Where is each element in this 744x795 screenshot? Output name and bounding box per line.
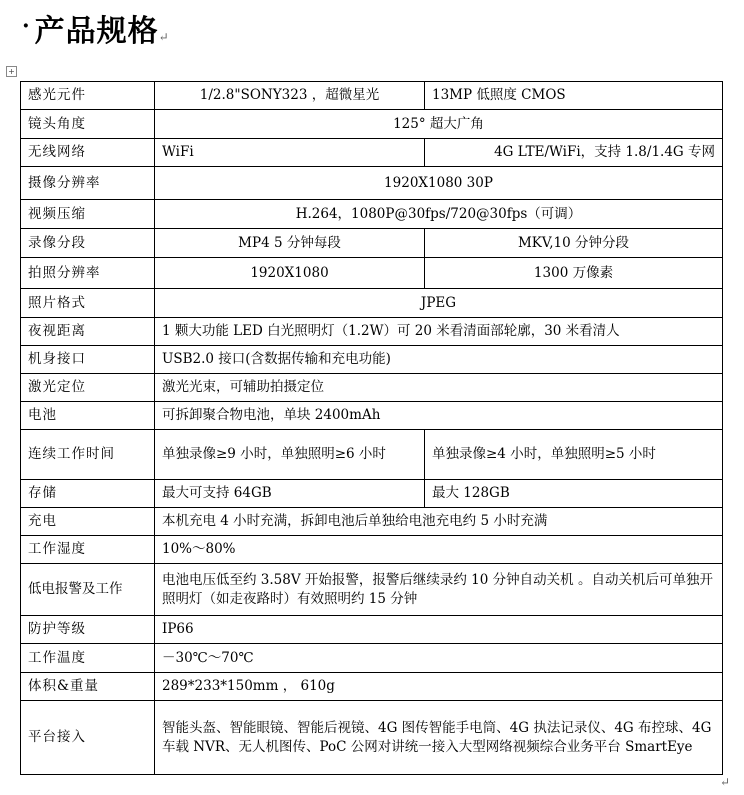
row-value-a: 最大可支持 64GB: [155, 480, 425, 508]
table-row: [21, 480, 723, 508]
table-row: [21, 508, 723, 536]
row-value: 10%～80%: [155, 536, 723, 564]
table-row: [21, 701, 723, 775]
row-label: 录像分段: [21, 229, 155, 258]
row-value: JPEG: [155, 289, 723, 318]
table-row: [21, 258, 723, 289]
paragraph-mark: ↵: [158, 30, 170, 44]
row-value-a: MP4 5 分钟每段: [155, 229, 425, 258]
title-text: 产品规格: [34, 14, 159, 49]
table-row: [21, 673, 723, 701]
row-value: －30℃～70℃: [155, 644, 723, 673]
row-label: 镜头角度: [21, 110, 155, 139]
table-row: [21, 402, 723, 430]
row-value-a: 单独录像≥9 小时，单独照明≥6 小时: [155, 430, 425, 480]
table-row: [21, 229, 723, 258]
row-value: 1 颗大功能 LED 白光照明灯（1.2W）可 20 米看清面部轮廓，30 米看清人: [155, 318, 723, 346]
table-row: [21, 110, 723, 139]
row-label: 充电: [21, 508, 155, 536]
row-value-b: MKV,10 分钟分段: [425, 229, 723, 258]
table-row: [21, 318, 723, 346]
row-value-b: 最大 128GB: [425, 480, 723, 508]
table-move-handle-icon[interactable]: +: [6, 66, 17, 77]
row-label: 照片格式: [21, 289, 155, 318]
table-row: [21, 82, 723, 110]
row-label: 平台接入: [21, 701, 155, 775]
row-value: 1920X1080 30P: [155, 167, 723, 200]
table-row: [21, 346, 723, 374]
row-label: 摄像分辨率: [21, 167, 155, 200]
table-row: [21, 430, 723, 480]
spec-table: [20, 81, 723, 775]
row-label: 体积&重量: [21, 673, 155, 701]
table-row: [21, 564, 723, 616]
row-value: USB2.0 接口(含数据传输和充电功能): [155, 346, 723, 374]
row-value: 289*233*150mm ， 610g: [155, 673, 723, 701]
row-label: 低电报警及工作: [21, 564, 155, 616]
row-label: 无线网络: [21, 139, 155, 167]
table-row: [21, 167, 723, 200]
row-value-b: 1300 万像素: [425, 258, 723, 289]
row-label: 机身接口: [21, 346, 155, 374]
row-label: 激光定位: [21, 374, 155, 402]
row-label: 工作温度: [21, 644, 155, 673]
table-row: [21, 536, 723, 564]
row-label: 电池: [21, 402, 155, 430]
table-row: [21, 289, 723, 318]
row-value-b: 4G LTE/WiFi，支持 1.8/1.4G 专网: [425, 139, 723, 167]
row-label: 连续工作时间: [21, 430, 155, 480]
row-value: 智能头盔、智能眼镜、智能后视镜、4G 图传智能手电筒、4G 执法记录仪、4G 布控球、4G 车载 NVR、无人机图传、PoC 公网对讲统一接入大型网络视频综合业务平台 SmartEye: [155, 701, 723, 775]
table-row: [21, 200, 723, 229]
table-row: [21, 139, 723, 167]
row-value: 本机充电 4 小时充满，拆卸电池后单独给电池充电约 5 小时充满: [155, 508, 723, 536]
row-label: 感光元件: [21, 82, 155, 110]
row-value-a: 1/2.8"SONY323 ，超微星光: [155, 82, 425, 110]
row-value: 可拆卸聚合物电池，单块 2400mAh: [155, 402, 723, 430]
table-row: [21, 616, 723, 644]
row-value-b: 单独录像≥4 小时，单独照明≥5 小时: [425, 430, 723, 480]
row-value: 激光光束，可辅助拍摄定位: [155, 374, 723, 402]
row-value-a: 1920X1080: [155, 258, 425, 289]
table-row: [21, 644, 723, 673]
row-label: 视频压缩: [21, 200, 155, 229]
row-label: 工作湿度: [21, 536, 155, 564]
row-value-b: 13MP 低照度 CMOS: [425, 82, 723, 110]
row-value-a: WiFi: [155, 139, 425, 167]
table-row: [21, 374, 723, 402]
title-bullet: ·: [22, 13, 31, 39]
row-value: IP66: [155, 616, 723, 644]
row-label: 防护等级: [21, 616, 155, 644]
row-label: 夜视距离: [21, 318, 155, 346]
row-label: 存储: [21, 480, 155, 508]
page-title: [22, 6, 170, 50]
row-label: 拍照分辨率: [21, 258, 155, 289]
row-value: 125° 超大广角: [155, 110, 723, 139]
row-value: H.264，1080P@30fps/720@30fps（可调）: [155, 200, 723, 229]
row-value: 电池电压低至约 3.58V 开始报警，报警后继续录约 10 分钟自动关机 。自动关机后可单独开照明灯（如走夜路时）有效照明约 15 分钟: [155, 564, 723, 616]
end-paragraph-mark: ↵: [719, 775, 730, 789]
